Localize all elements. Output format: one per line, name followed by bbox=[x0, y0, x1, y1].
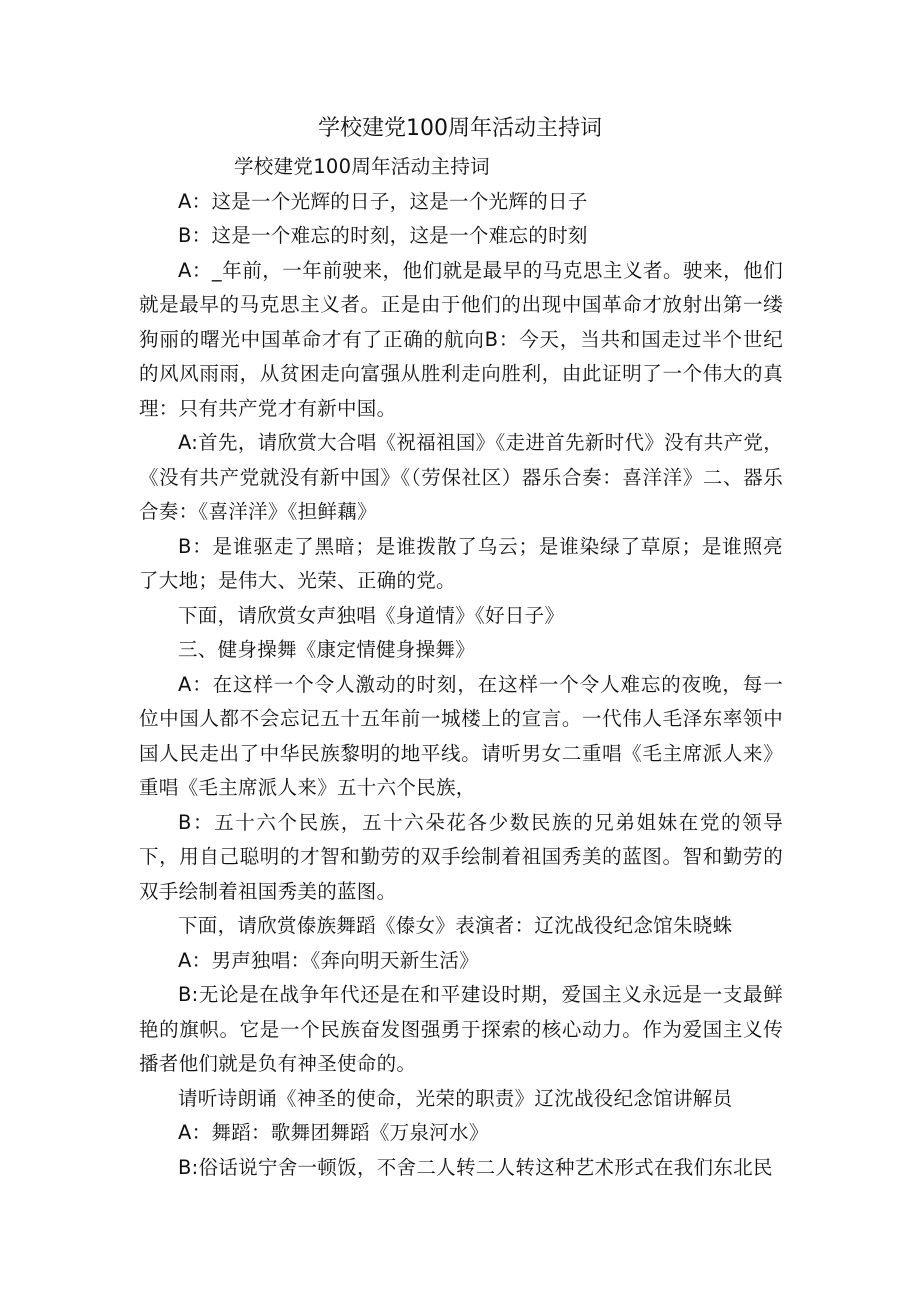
paragraph: 下面，请欣赏傣族舞蹈《傣女》表演者：辽沈战役纪念馆朱晓蛛 bbox=[178, 914, 733, 937]
paragraph: A：这是一个光辉的日子，这是一个光辉的日子 bbox=[178, 189, 588, 213]
document-body bbox=[139, 150, 783, 1185]
paragraph: B:无论是在战争年代还是在和平建设时期，爱国主义永远是一支最鲜艳的旗帜。它是一个民族奋发图强勇于探索的核心动力。作为爱国主义传播者他们就是负有神圣使命的。 bbox=[139, 983, 783, 1075]
paragraph: 下面，请欣赏女声独唱《身道情》《好日子》 bbox=[178, 603, 565, 627]
paragraph: B：这是一个难忘的时刻，这是一个难忘的时刻 bbox=[178, 224, 588, 247]
document-title: 学校建党100周年活动主持词 bbox=[318, 116, 602, 141]
paragraph: 请听诗朗诵《神圣的使命，光荣的职责》辽沈战役纪念馆讲解员 bbox=[178, 1086, 733, 1110]
paragraph: A：_年前，一年前驶来，他们就是最早的马克思主义者。驶来，他们就是最早的马克思主义者。正是由于他们的出现中国革命才放射出第一缕狗丽的曙光中国革命才有了正确的航向B：今天，当共和国走过半个世纪的风风雨雨，从贫困走向富强从胜利走向胜利，由此证明了一个伟大的真理：只有共产党才有新中国。 bbox=[139, 258, 783, 420]
paragraph: 三、健身操舞《康定情健身操舞》 bbox=[178, 638, 476, 661]
paragraph: B：是谁驱走了黑暗；是谁拨散了乌云；是谁染绿了草原；是谁照亮了大地；是伟大、光荣、正确的党。 bbox=[139, 534, 783, 592]
paragraph: B:俗话说宁舍一顿饭，不舍二人转二人转这种艺术形式在我们东北民 bbox=[178, 1155, 773, 1179]
subtitle-paragraph: 学校建党100周年活动主持词 bbox=[234, 155, 490, 178]
paragraph: A：男声独唱：《奔向明天新生活》 bbox=[178, 948, 479, 972]
paragraph: A:首先，请欣赏大合唱《祝福祖国》《走进首先新时代》没有共产党，《没有共产党就没有新中国》《（劳保社区）器乐合奏：喜洋洋》二、器乐合奏：《喜洋洋》《担鲜藕》 bbox=[139, 431, 783, 523]
paragraph: A：在这样一个令人激动的时刻，在这样一个令人难忘的夜晚，每一位中国人都不会忘记五十五年前一城楼上的宣言。一代伟人毛泽东率领中国人民走出了中华民族黎明的地平线。请听男女二重唱《毛主席派人来》重唱《毛主席派人来》五十六个民族， bbox=[139, 672, 783, 799]
paragraph: B：五十六个民族，五十六朵花各少数民族的兄弟姐妹在党的领导下，用自己聪明的才智和勤劳的双手绘制着祖国秀美的蓝图。智和勤劳的双手绘制着祖国秀美的蓝图。 bbox=[139, 810, 783, 903]
paragraph: A：舞蹈：歌舞团舞蹈《万泉河水》 bbox=[178, 1121, 489, 1144]
